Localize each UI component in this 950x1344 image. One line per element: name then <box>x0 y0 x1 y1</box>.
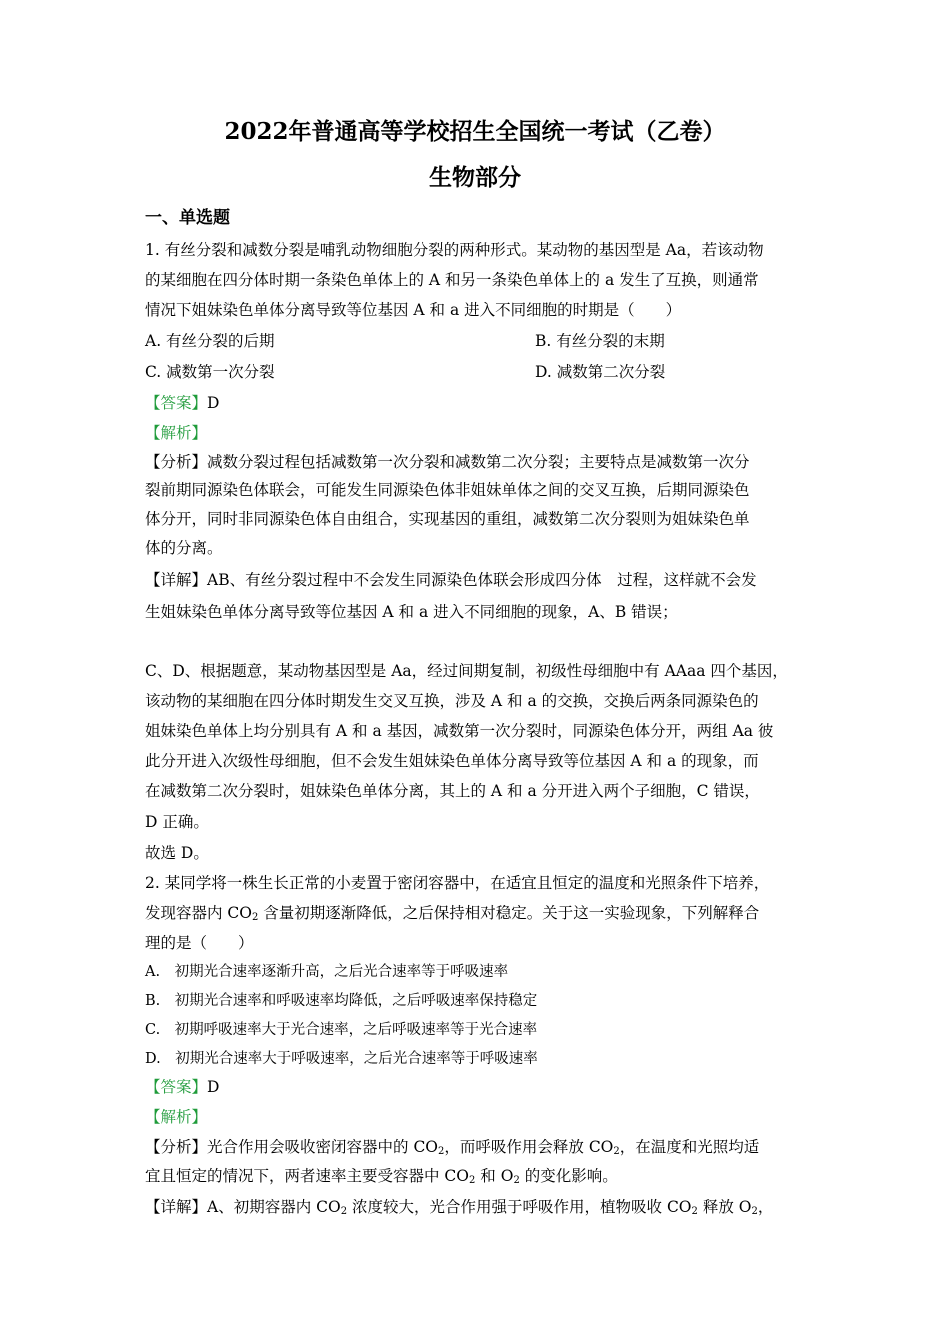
q2-xiangjie-line-1: 【详解】A、初期容器内 $CO_2$ 浓度较大，光合作用强于呼吸作用，植物吸收 $CO_2$ 释放 $O_2$， <box>145 1198 774 1217</box>
q2-answer-value: D <box>207 1078 220 1096</box>
answer-tag: 【答案】 <box>145 1078 208 1096</box>
q2-stem-line-2: 发现容器内 $CO_2$ 含量初期逐渐降低，之后保持相对稳定。关于这一实验现象，下列解释合 <box>145 904 760 923</box>
fenxi-tag: 【分析】 <box>145 453 208 471</box>
q2-option-d: D. 初期光合速率大于呼吸速率，之后光合速率等于呼吸速率 <box>145 1051 538 1067</box>
q1-cd-line-2: 该动物的某细胞在四分体时期发生交叉互换，涉及 A 和 a 的交换，交换后两条同源染色的 <box>145 692 759 710</box>
q1-answer <box>145 393 219 413</box>
q1-stem-line-3: 情况下姐妹染色单体分离导致等位基因 A 和 a 进入不同细胞的时期是（ ） <box>145 301 682 319</box>
q1-stem-line-2: 的某细胞在四分体时期一条染色单体上的 A 和另一条染色单体上的 a 发生了互换，则通常 <box>145 271 759 289</box>
q2-option-a: A. 初期光合速率逐渐升高，之后光合速率等于呼吸速率 <box>145 964 509 980</box>
q1-cd-line-1: C、D、根据题意，某动物基因型是 Aa，经过间期复制，初级性母细胞中有 AAaa 四个基因， <box>145 662 788 680</box>
q1-option-a: A. 有丝分裂的后期 <box>145 332 275 350</box>
xiangjie-tag: 【详解】 <box>145 571 208 589</box>
q2-option-b: B. 初期光合速率和呼吸速率均降低，之后呼吸速率保持稳定 <box>145 993 538 1009</box>
q1-conclusion: 故选 D。 <box>145 844 209 862</box>
q1-fenxi-line-4: 体的分离。 <box>145 539 223 557</box>
xiangjie-tag: 【详解】 <box>145 1198 208 1216</box>
q1-xiangjie-line-2: 生姐妹染色单体分离导致等位基因 A 和 a 进入不同细胞的现象，A、B 错误； <box>145 603 678 621</box>
q2-option-c: C. 初期呼吸速率大于光合速率，之后呼吸速率等于光合速率 <box>145 1022 538 1038</box>
q1-cd-line-4: 此分开进入次级性母细胞，但不会发生姐妹染色单体分离导致等位基因 A 和 a 的现象，而 <box>145 752 759 770</box>
q1-cd-line-5: 在减数第二次分裂时，姐妹染色单体分离，其上的 A 和 a 分开进入两个子细胞，C 错误， <box>145 782 760 800</box>
q2-answer <box>145 1077 219 1097</box>
q1-fenxi-line-1: 【分析】减数分裂过程包括减数第一次分裂和减数第二次分裂；主要特点是减数第一次分 <box>145 453 750 471</box>
q1-fenxi-line-2: 裂前期同源染色体联会，可能发生同源染色体非姐妹单体之间的交叉互换，后期同源染色 <box>145 481 750 499</box>
q2-fenxi-line-2: 宜且恒定的情况下，两者速率主要受容器中 $CO_2$ 和 $O_2$ 的变化影响。 <box>145 1167 618 1186</box>
q1-option-d: D. 减数第二次分裂 <box>535 363 666 381</box>
answer-tag: 【答案】 <box>145 394 208 412</box>
q1-analysis-tag: 【解析】 <box>145 424 208 442</box>
page-title: 2022年普通高等学校招生全国统一考试（乙卷） <box>224 118 726 145</box>
q1-stem-line-1: 1. 有丝分裂和减数分裂是哺乳动物细胞分裂的两种形式。某动物的基因型是 Aa，若该动物 <box>145 241 764 259</box>
q1-answer-value: D <box>207 394 220 412</box>
q1-cd-line-6: D 正确。 <box>145 813 209 831</box>
q1-xiangjie-line-1: 【详解】AB、有丝分裂过程中不会发生同源染色体联会形成四分体 过程，这样就不会发 <box>145 571 757 589</box>
q2-analysis-tag: 【解析】 <box>145 1108 208 1126</box>
q2-stem-line-1: 2. 某同学将一株生长正常的小麦置于密闭容器中，在适宜且恒定的温度和光照条件下培养， <box>145 874 770 892</box>
q1-option-b: B. 有丝分裂的末期 <box>535 332 665 350</box>
q1-cd-line-3: 姐妹染色单体上均分别具有 A 和 a 基因，减数第一次分裂时，同源染色体分开，两组 Aa 彼 <box>145 722 774 740</box>
section-heading: 一、单选题 <box>145 208 230 228</box>
q2-stem-line-3: 理的是（ ） <box>145 934 254 952</box>
page-subtitle: 生物部分 <box>429 164 521 191</box>
fenxi-tag: 【分析】 <box>145 1138 208 1156</box>
q1-option-c: C. 减数第一次分裂 <box>145 363 275 381</box>
q2-fenxi-line-1: 【分析】光合作用会吸收密闭容器中的 $CO_2$，而呼吸作用会释放 $CO_2$，在温度和光照均适 <box>145 1138 760 1157</box>
q1-fenxi-line-3: 体分开，同时非同源染色体自由组合，实现基因的重组，减数第二次分裂则为姐妹染色单 <box>145 510 750 528</box>
